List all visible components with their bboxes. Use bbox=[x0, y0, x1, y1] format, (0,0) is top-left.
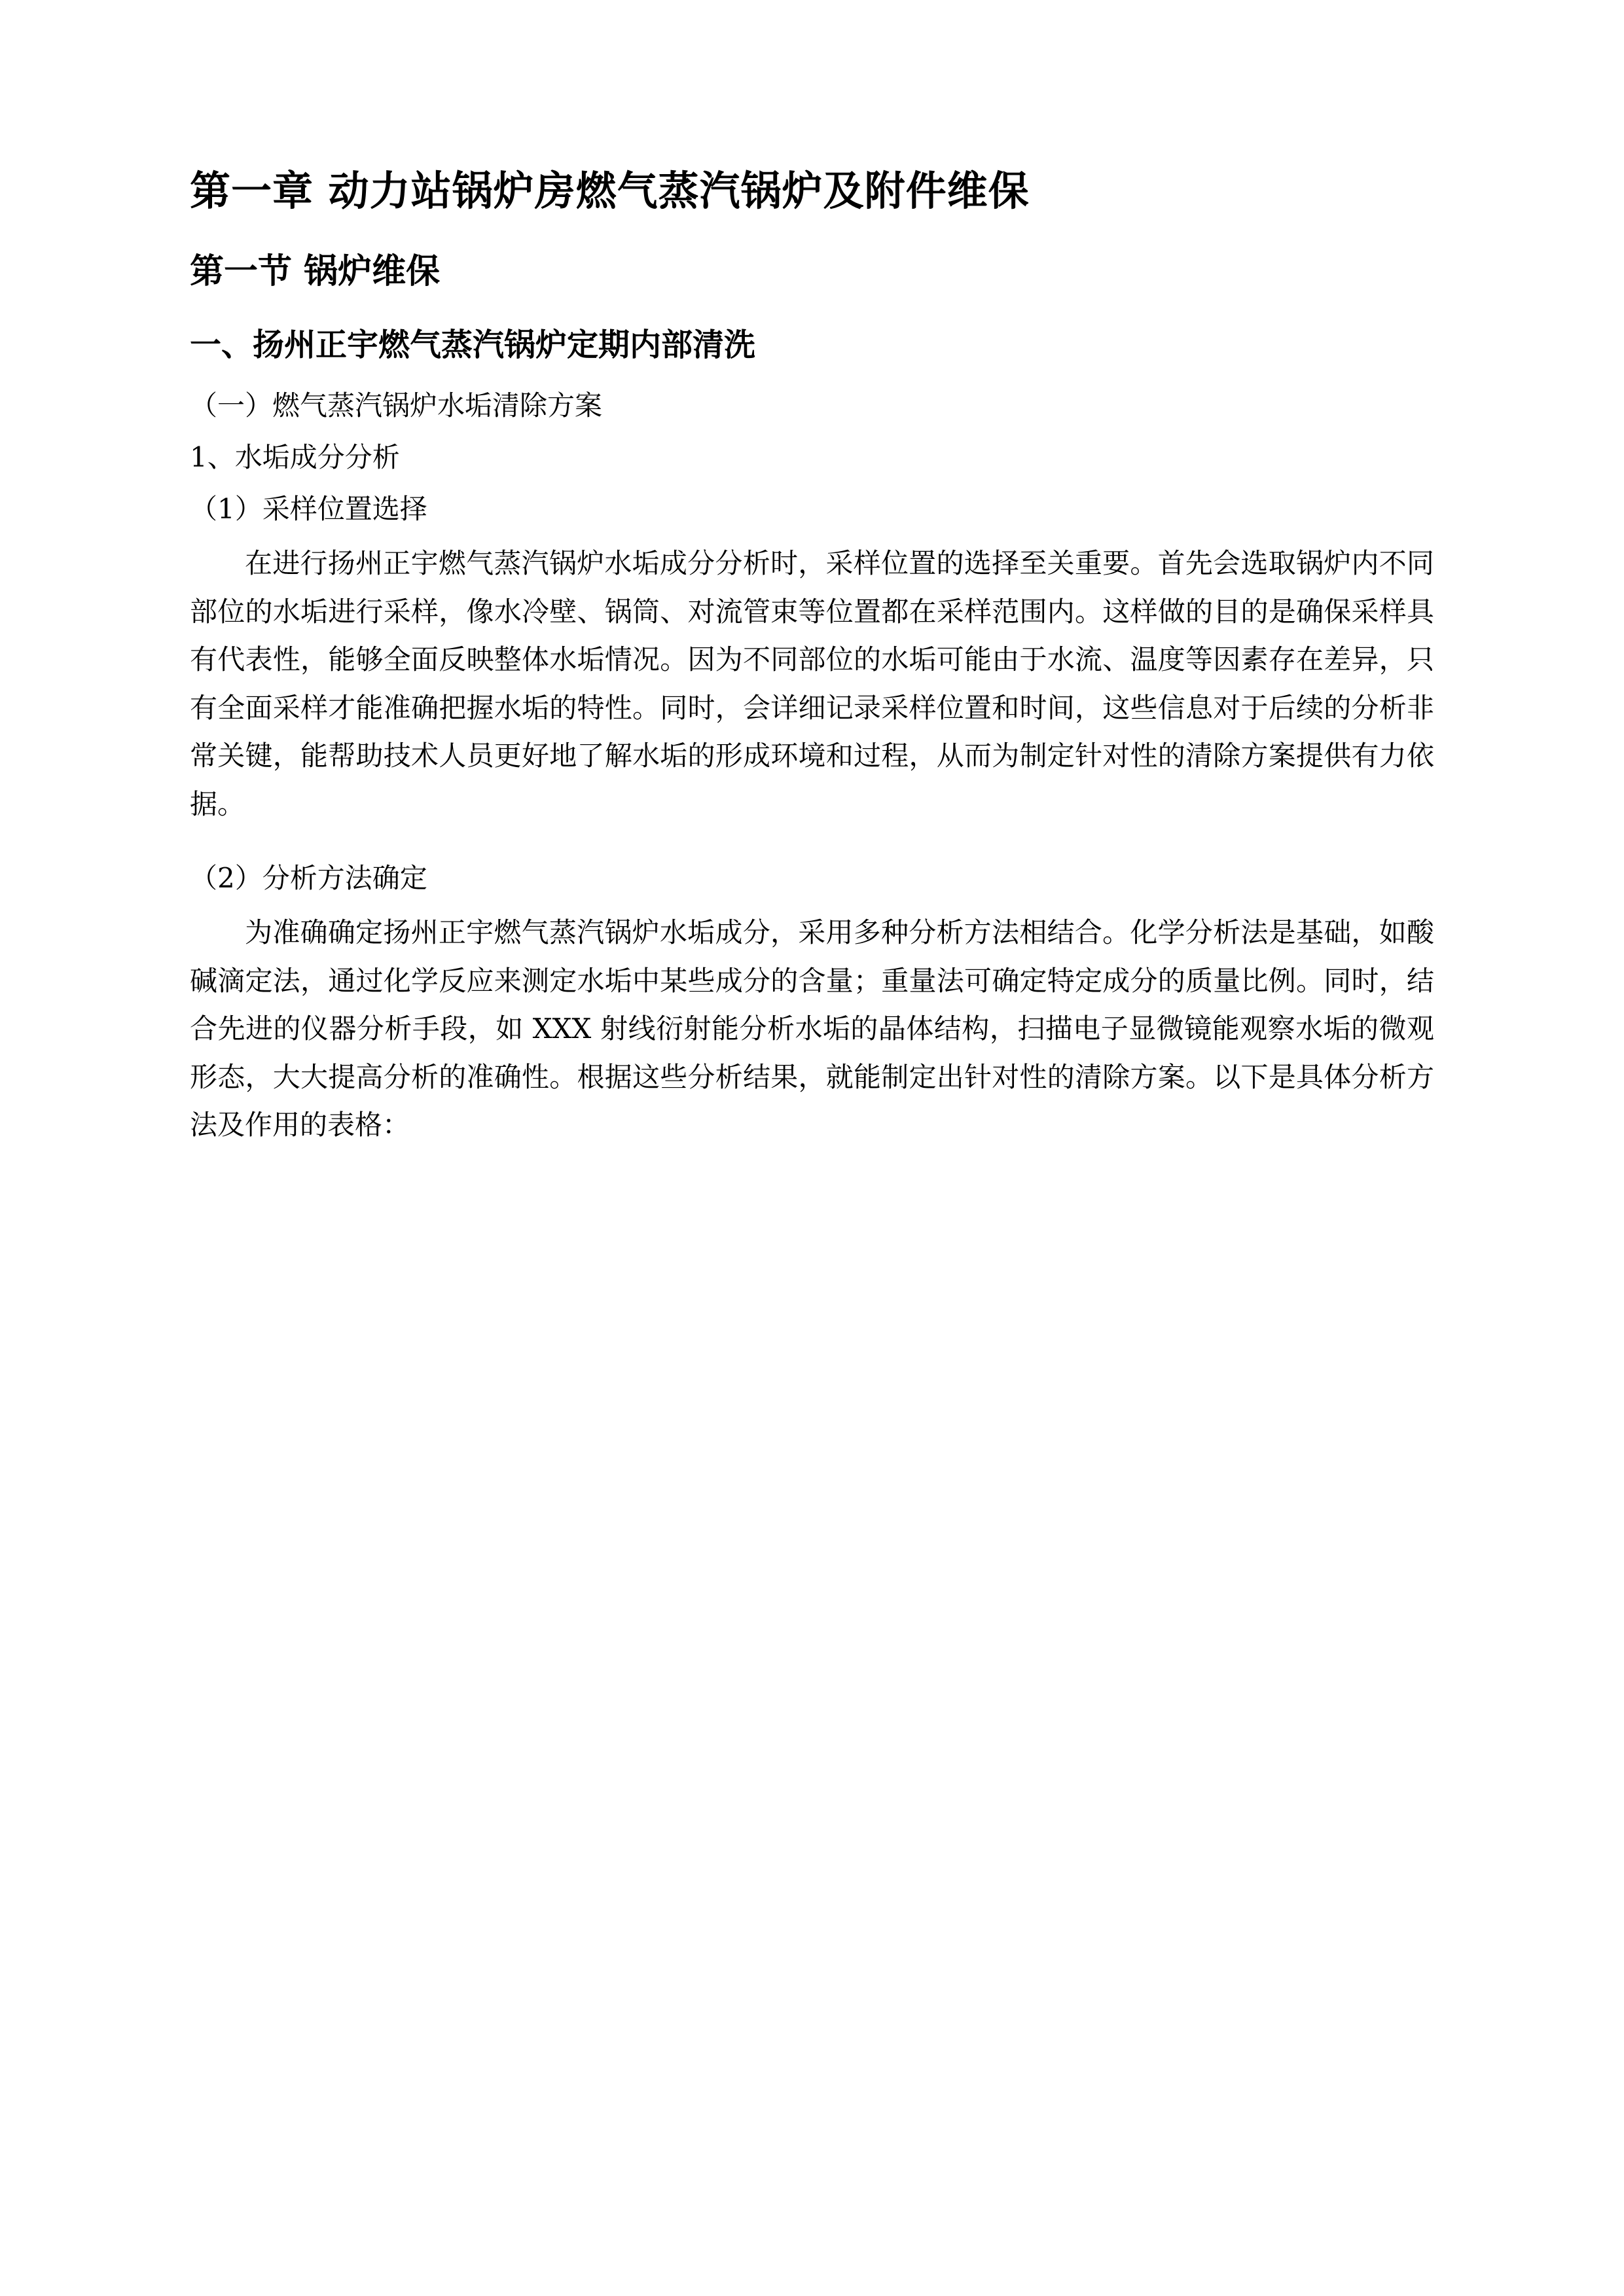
document-body bbox=[190, 164, 1434, 1149]
list-item-level-4: （2）分析方法确定 bbox=[190, 862, 427, 895]
paragraph-spacer bbox=[190, 845, 1434, 857]
chapter-title: 第一章 动力站锅炉房燃气蒸汽锅炉及附件维保 bbox=[190, 167, 1030, 215]
list-item-level-1: （一）燃气蒸汽锅炉水垢清除方案 bbox=[190, 389, 603, 422]
list-item-level-2: 1、水垢成分分析 bbox=[190, 441, 400, 474]
body-paragraph-2: 为准确确定扬州正宇燃气蒸汽锅炉水垢成分，采用多种分析方法相结合。化学分析法是基础，如酸碱滴定法，通过化学反应来测定水垢中某些成分的含量；重量法可确定特定成分的质量比例。同时，结合先进的仪器分析手段，如 XXX 射线衍射能分析水垢的晶体结构，扫描电子显微镜能观察水垢的微观形态，大大提高分析的准确性。根据这些分析结果，就能制定出针对性的清除方案。以下是具体分析方法及作用的表格： bbox=[190, 916, 1434, 1141]
list-item-level-3: （1）采样位置选择 bbox=[190, 493, 427, 526]
body-paragraph-1: 在进行扬州正宇燃气蒸汽锅炉水垢成分分析时，采样位置的选择至关重要。首先会选取锅炉内不同部位的水垢进行采样，像水冷壁、锅筒、对流管束等位置都在采样范围内。这样做的目的是确保采样具有代表性，能够全面反映整体水垢情况。因为不同部位的水垢可能由于水流、温度等因素存在差异，只有全面采样才能准确把握水垢的特性。同时，会详细记录采样位置和时间，这些信息对于后续的分析非常关键，能帮助技术人员更好地了解水垢的形成环境和过程，从而为制定针对性的清除方案提供有力依据。 bbox=[190, 547, 1434, 820]
subsection-title: 一、扬州正宇燃气蒸汽锅炉定期内部清洗 bbox=[190, 326, 756, 363]
section-title: 第一节 锅炉维保 bbox=[190, 251, 441, 291]
